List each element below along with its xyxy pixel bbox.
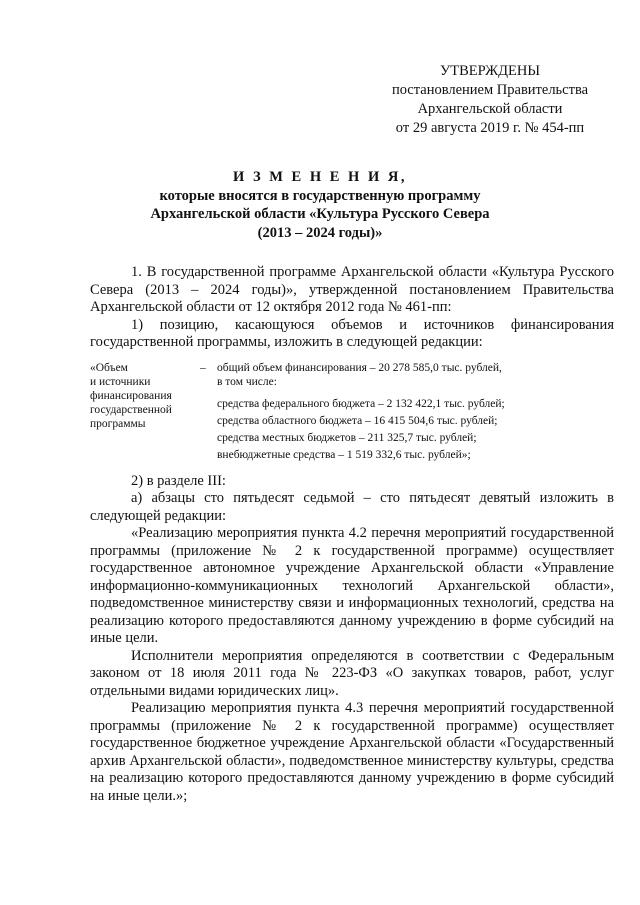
document-title bbox=[0, 168, 640, 242]
financing-table-label bbox=[90, 361, 200, 465]
document-body bbox=[90, 264, 614, 805]
total-financing: общий объем финансирования – 20 278 585,0 тыс. рублей, bbox=[217, 361, 502, 374]
label-line: государственной bbox=[90, 403, 172, 416]
including-label: в том числе: bbox=[217, 375, 277, 388]
approval-authority: постановлением Правительства bbox=[391, 82, 589, 98]
title-line-3: Архангельской области «Культура Русского Севера bbox=[150, 206, 490, 222]
approval-stamp bbox=[360, 62, 620, 138]
financing-table bbox=[90, 361, 614, 465]
paragraph-3: 2) в разделе III: bbox=[131, 472, 226, 489]
label-line: и источники bbox=[90, 375, 151, 388]
title-heading: И З М Е Н Е Н И Я, bbox=[233, 169, 407, 185]
local-budgets: средства местных бюджетов – 211 325,7 тыс. рублей; bbox=[217, 431, 477, 444]
paragraph-1: 1. В государственной программе Архангельской области «Культура Русского Севера (2013 – 2024 годы)», утвержденной постановлением Правительства Архангельской области от 12 октября 2012 года № 461-пп: bbox=[90, 264, 614, 315]
federal-budget: средства федерального бюджета – 2 132 422,1 тыс. рублей; bbox=[217, 397, 505, 410]
label-line: «Объем bbox=[90, 361, 128, 374]
paragraph-4: а) абзацы сто пятьдесят седьмой – сто пятьдесят девятый изложить в следующей редакции: bbox=[90, 490, 614, 524]
approval-region: Архангельской области bbox=[417, 101, 563, 117]
approval-date-number: от 29 августа 2019 г. № 454-пп bbox=[395, 120, 585, 136]
title-line-4: (2013 – 2024 годы)» bbox=[257, 224, 383, 241]
title-line-2: которые вносятся в государственную программу bbox=[159, 187, 481, 204]
financing-table-dash: – bbox=[200, 361, 206, 374]
paragraph-7: Реализацию мероприятия пункта 4.3 перечня мероприятий государственной программы (приложение № 2 к государственной программе) осуществляет государственное бюджетное учреждение Архангельской области «Государственный архив Архангельской области», подведомственное министерству культуры, средства на реализацию которого предоставляются данному учреждению в форме субсидий на иные цели.»; bbox=[90, 700, 614, 804]
financing-table-values bbox=[217, 361, 614, 465]
paragraph-2: 1) позицию, касающуюся объемов и источников финансирования государственной программы, изложить в следующей редакции: bbox=[90, 316, 614, 350]
paragraph-6: Исполнители мероприятия определяются в соответствии с Федеральным законом от 18 июля 2011 года № 223-ФЗ «О закупках товаров, работ, услуг отдельными видами юридических лиц». bbox=[90, 647, 614, 699]
extrabudgetary-funds: внебюджетные средства – 1 519 332,6 тыс. рублей»; bbox=[217, 448, 471, 461]
regional-budget: средства областного бюджета – 16 415 504,6 тыс. рублей; bbox=[217, 414, 498, 427]
label-line: программы bbox=[90, 417, 146, 430]
label-line: финансирования bbox=[90, 389, 172, 402]
paragraph-5: «Реализацию мероприятия пункта 4.2 перечня мероприятий государственной программы (приложение № 2 к государственной программе) осуществляет государственное автономное учреждение Архангельской области «Управление информационно-коммуникационных технологий Архангельской области», подведомственное министерству связи и информационных технологий, средства на реализацию которого предоставляются данному учреждению в форме субсидий на иные цели. bbox=[90, 525, 614, 646]
approval-heading: УТВЕРЖДЕНЫ bbox=[439, 63, 541, 79]
